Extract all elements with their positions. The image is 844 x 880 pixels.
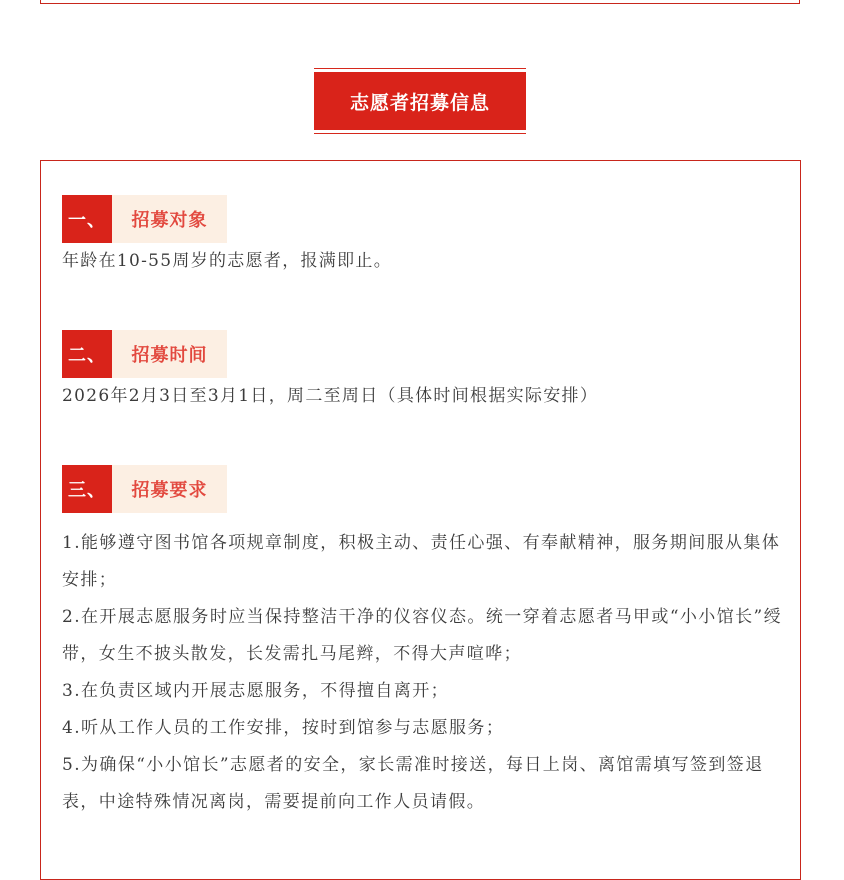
section-header-time [62, 330, 227, 378]
section-label: 招募对象 [112, 195, 227, 243]
list-item: 3.在负责区域内开展志愿服务，不得擅自离开； [62, 681, 450, 701]
section-text-target: 年龄在10-55周岁的志愿者，报满即止。 [62, 251, 393, 271]
section-header-target [62, 195, 227, 243]
section-label: 招募时间 [112, 330, 227, 378]
list-item: 2.在开展志愿服务时应当保持整洁干净的仪容仪态。统一穿着志愿者马甲或“小小馆长”绶带，女生不披头散发，长发需扎马尾辫，不得大声喧哗； [62, 607, 782, 664]
section-header-requirements [62, 465, 227, 513]
section-label: 招募要求 [112, 465, 227, 513]
recruitment-card [40, 160, 801, 880]
previous-card-border [40, 0, 800, 4]
section-number: 二、 [62, 330, 112, 378]
section-number: 三、 [62, 465, 112, 513]
page-title-banner [314, 68, 526, 134]
requirements-list [62, 525, 784, 821]
section-number: 一、 [62, 195, 112, 243]
list-item: 4.听从工作人员的工作安排，按时到馆参与志愿服务； [62, 718, 505, 738]
list-item: 5.为确保“小小馆长”志愿者的安全，家长需准时接送，每日上岗、离馆需填写签到签退表，中途特殊情况离岗，需要提前向工作人员请假。 [62, 755, 764, 812]
list-item: 1.能够遵守图书馆各项规章制度，积极主动、责任心强、有奉献精神，服务期间服从集体安排； [62, 533, 781, 590]
page-title: 志愿者招募信息 [314, 72, 526, 130]
section-text-time: 2026年2月3日至3月1日，周二至周日（具体时间根据实际安排） [62, 386, 599, 406]
